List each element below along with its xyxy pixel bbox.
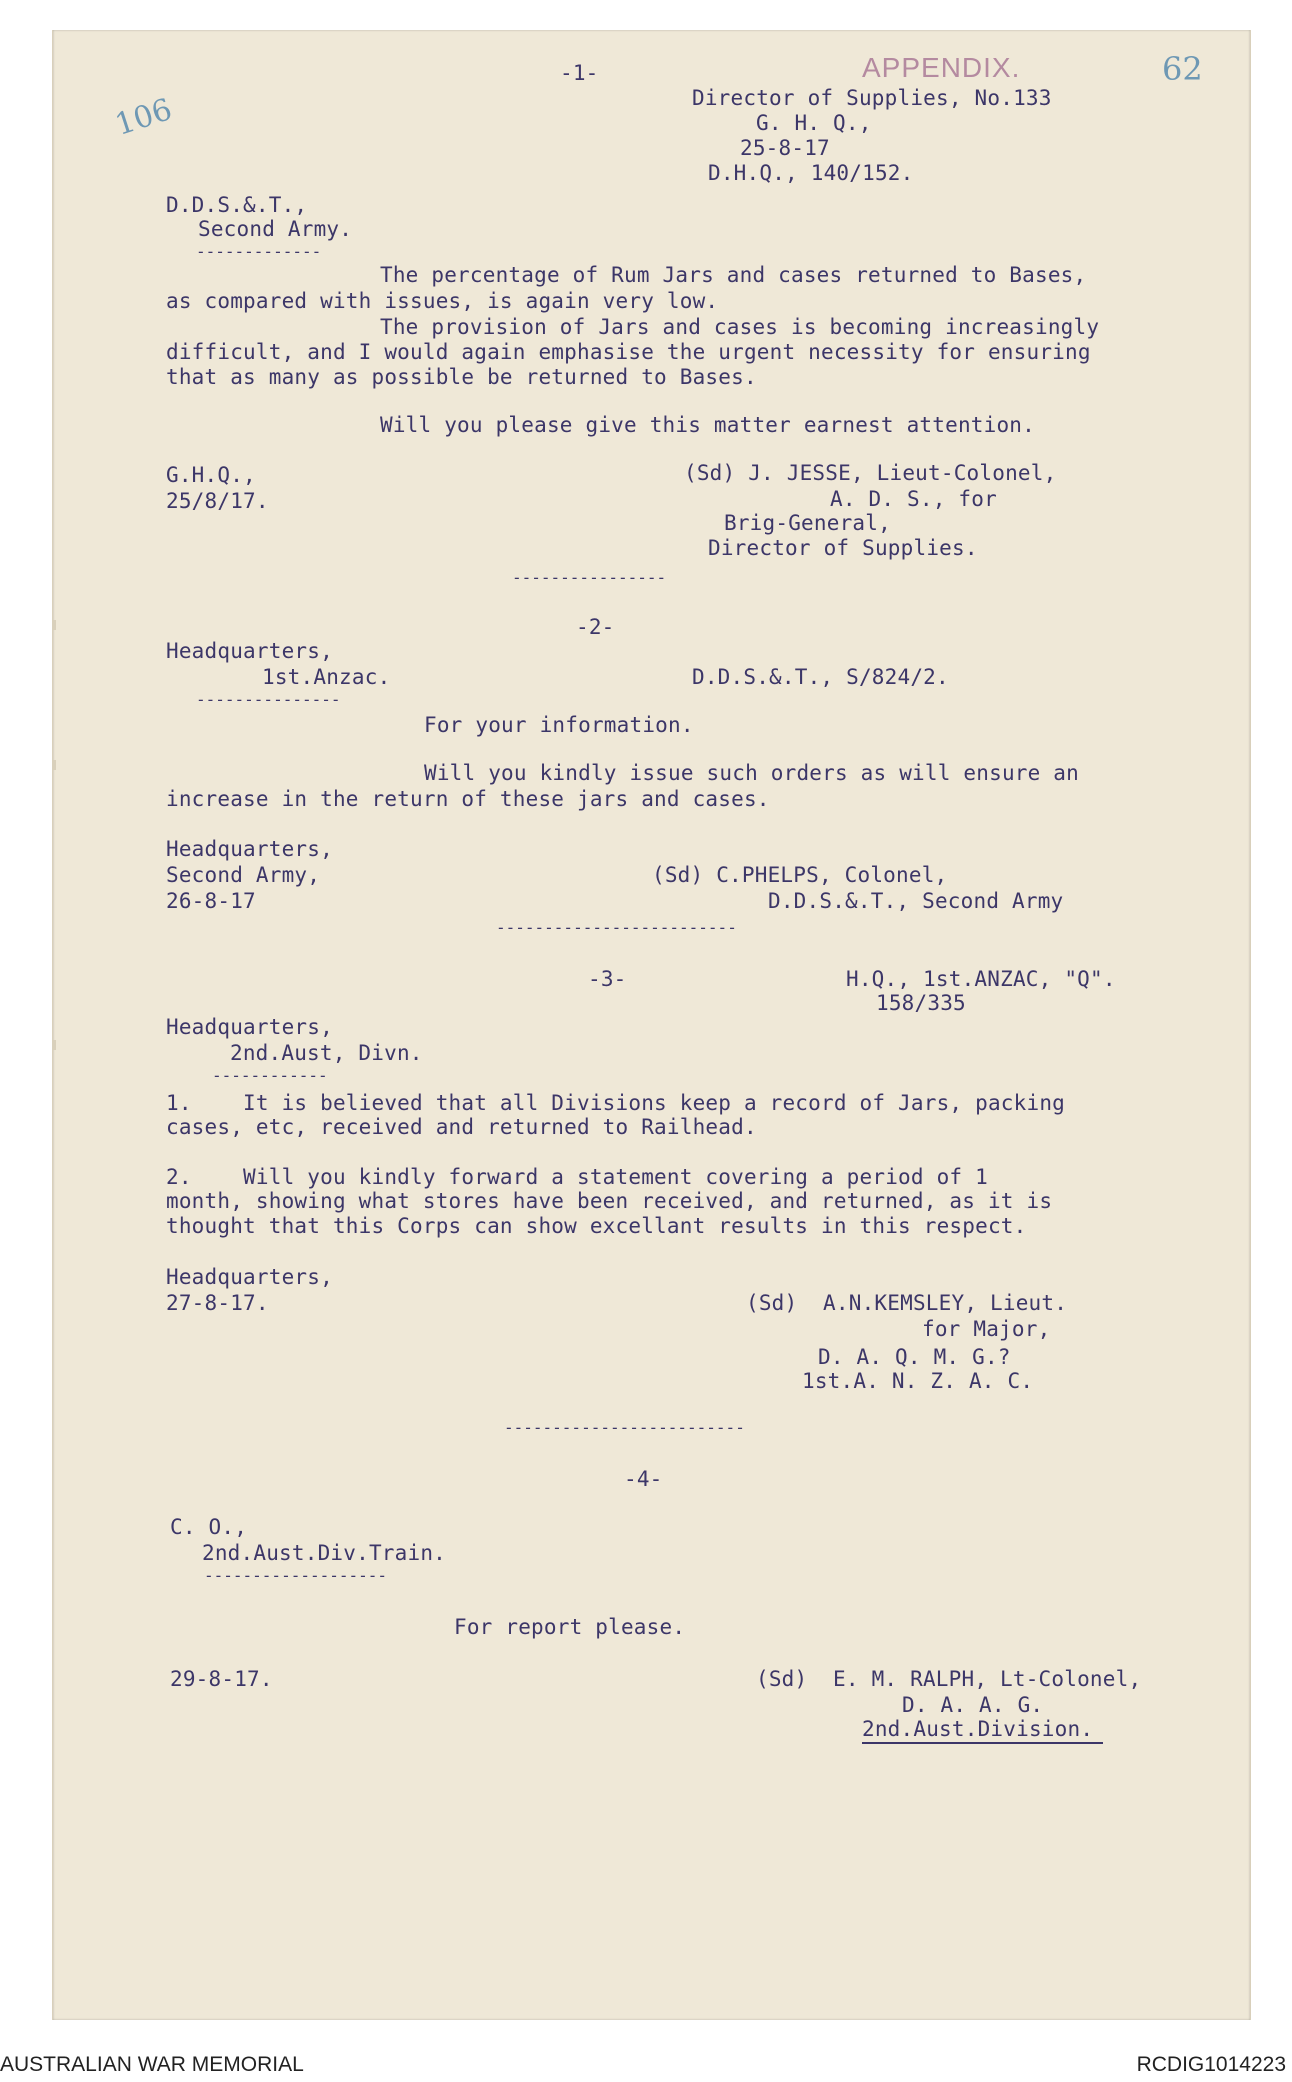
origin-line: G.H.Q., [166,463,256,487]
signature-line: 1st.A. N. Z. A. C. [802,1369,1034,1393]
date-line: 29-8-17. [170,1667,273,1691]
addressee-line: C. O., [170,1515,248,1539]
body-line: thought that this Corps can show excellant results in this respect. [166,1214,1027,1238]
addressee-line: 2nd.Aust, Divn. [230,1041,423,1065]
section-divider: ------------------------- [504,1420,745,1436]
footer-institution: AUSTRALIAN WAR MEMORIAL [0,2053,304,2076]
binding-mark [53,620,56,630]
origin-line: Headquarters, [166,1265,333,1289]
body-line: 1. It is believed that all Divisions keep a record of Jars, packing [166,1091,1066,1115]
reference-line: D.D.S.&.T., S/824/2. [692,665,949,689]
appendix-stamp: APPENDIX. [862,52,1021,83]
body-line: 2. Will you kindly forward a statement covering a period of 1 [166,1165,988,1189]
signature-line: D. A. Q. M. G.? [818,1345,1011,1369]
reference-line: 158/335 [876,991,966,1015]
origin-line: 26-8-17 [166,889,256,913]
body-line: as compared with issues, is again very low. [166,289,719,313]
signature-line: (Sd) A.N.KEMSLEY, Lieut. [746,1291,1068,1315]
signature-line: (Sd) J. JESSE, Lieut-Colonel, [684,461,1057,485]
body-line: month, showing what stores have been received, and returned, as it is [166,1189,1053,1213]
signature-line: D. A. A. G. [902,1693,1044,1717]
addressee-line: 2nd.Aust.Div.Train. [202,1541,447,1565]
origin-line: 25/8/17. [166,489,269,513]
body-line: that as many as possible be returned to Bases. [166,365,757,389]
page-marker-4: -4- [624,1467,663,1491]
signature-line: Director of Supplies. [708,536,978,560]
origin-line: Second Army, [166,863,321,887]
addressee-divider: --------------- [196,692,341,708]
signature-line: for Major, [922,1317,1051,1341]
pencil-folio-number: 106 [110,92,177,143]
binding-mark [53,1040,56,1050]
body-line: Will you please give this matter earnest attention. [380,413,1035,437]
signature-line: Brig-General, [724,511,891,535]
body-line: Will you kindly issue such orders as will ensure an [424,761,1079,785]
body-line: difficult, and I would again emphasise the urgent necessity for ensuring [166,340,1091,364]
body-line: The provision of Jars and cases is becoming increasingly [380,315,1100,339]
addressee-line: Headquarters, [166,639,333,663]
signature-line: 2nd.Aust.Division. [862,1716,1103,1744]
addressee-divider: ------------------- [204,1568,388,1584]
signature-line: (Sd) C.PHELPS, Colonel, [652,863,948,887]
reference-line: H.Q., 1st.ANZAC, "Q". [846,967,1116,991]
ref-line: D.H.Q., 140/152. [708,161,914,185]
ref-line: G. H. Q., [756,111,872,135]
addressee-line: 1st.Anzac. [262,665,391,689]
signature-line: A. D. S., for [830,487,997,511]
page-marker-1: -1- [560,61,599,85]
addressee-divider: ------------ [212,1068,328,1084]
body-line: increase in the return of these jars and cases. [166,787,770,811]
ref-line: Director of Supplies, No.133 [692,86,1052,110]
signature-line: (Sd) E. M. RALPH, Lt-Colonel, [756,1667,1142,1691]
section-divider: ---------------- [512,570,667,586]
page-marker-2: -2- [576,615,615,639]
origin-line: 27-8-17. [166,1291,269,1315]
page-marker-3: -3- [588,967,627,991]
addressee-line: Second Army. [198,217,353,241]
addressee-line: D.D.S.&.T., [166,193,308,217]
footer-record-id: RCDIG1014223 [1136,2053,1286,2076]
body-line: The percentage of Rum Jars and cases returned to Bases, [380,263,1087,287]
section-divider: ------------------------- [496,920,737,936]
body-line: For your information. [424,713,694,737]
addressee-line: Headquarters, [166,1015,333,1039]
origin-line: Headquarters, [166,837,333,861]
binding-mark [53,760,56,770]
signature-line: D.D.S.&.T., Second Army [768,889,1064,913]
ref-line: 25-8-17 [740,136,830,160]
body-line: cases, etc, received and returned to Railhead. [166,1115,757,1139]
folio-number: 62 [1162,50,1203,88]
addressee-divider: ------------- [196,244,322,260]
body-line: For report please. [454,1615,686,1639]
